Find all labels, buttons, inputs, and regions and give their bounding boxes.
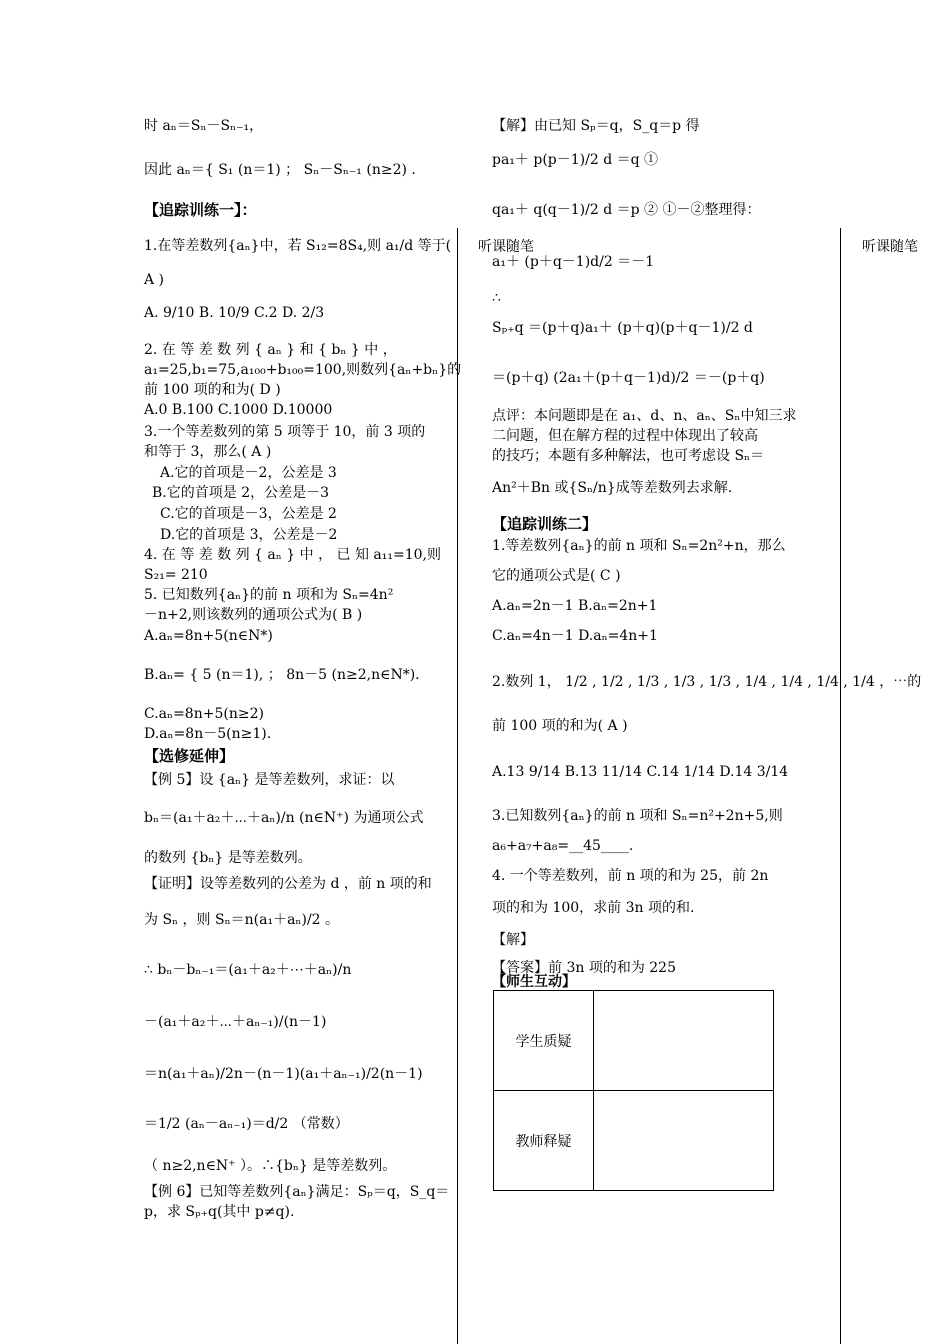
line: 【答案】前 3n 项的和为 225 [492,960,676,976]
line: －(a₁＋a₂＋⋯＋aₙ₋₁)/(n－1) [144,1014,327,1030]
line: 【证明】设等差数列的公差为 d ，前 n 项的和 [144,876,432,892]
line: a₁=25,b₁=75,a₁₀₀+b₁₀₀=100,则数列{aₙ+bₙ}的 [144,362,462,378]
line: 【解】由已知 Sₚ＝q，S_q＝p 得 [492,118,700,134]
line: 和等于 3，那么( A ) [144,444,272,460]
line: 点评：本问题即是在 a₁、d、n、aₙ、Sₙ中知三求 [492,408,797,424]
line: 5. 已知数列{aₙ}的前 n 项和为 Sₙ=4n² [144,587,394,603]
line: C.aₙ=8n+5(n≥2) [144,706,264,722]
line: ∴ bₙ－bₙ₋₁＝(a₁＋a₂＋⋯＋aₙ)/n [144,962,352,978]
line: ＝n(a₁＋aₙ)/2n－(n－1)(a₁＋aₙ₋₁)/2(n－1) [144,1066,423,1082]
line: 1.等差数列{aₙ}的前 n 项和 Sₙ=2n²+n，那么 [492,538,786,554]
line: S₂₁= 210 [144,567,208,583]
line: a₁＋ (p＋q－1)d/2 ＝－1 [492,254,655,270]
line: A.aₙ=8n+5(n∈N*) [144,628,273,644]
line: 【例 5】设 {aₙ} 是等差数列，求证：以 [144,772,395,788]
line: Sₚ₊q ＝(p＋q)a₁＋ (p＋q)(p＋q－1)/2 d [492,320,753,336]
line: 项的和为 100，求前 3n 项的和. [492,900,695,916]
section-heading: 【师生互动】 [492,974,576,990]
option-line: D.它的首项是 3，公差是－2 [160,527,338,543]
line: D.aₙ=8n－5(n≥1). [144,726,272,742]
line: qa₁＋ q(q－1)/2 d ＝p ② ①－②整理得： [492,202,761,218]
table-content-cell[interactable] [594,991,774,1091]
option-line: C.它的首项是－3，公差是 2 [160,506,337,522]
line: 4. 在 等 差 数 列 { aₙ } 中 ， 已 知 a₁₁=10,则 [144,547,441,563]
line: ＝(p＋q) (2a₁＋(p＋q－1)d)/2 ＝－(p＋q) [492,370,765,386]
line: 【例 6】已知等差数列{aₙ}满足：Sₚ＝q，S_q＝ [144,1184,450,1200]
table-content-cell[interactable] [594,1091,774,1191]
line: bₙ＝(a₁＋a₂＋⋯＋aₙ)/n (n∈N⁺) 为通项公式 [144,810,424,826]
line: pa₁＋ p(p－1)/2 d ＝q ① [492,152,659,168]
line: 为 Sₙ ，则 Sₙ＝n(a₁＋aₙ)/2 。 [144,912,340,928]
line: A.0 B.100 C.1000 D.10000 [144,402,333,418]
line: A.aₙ=2n－1 B.aₙ=2n+1 [492,598,658,614]
line: 【解】 [492,932,534,948]
line: 因此 aₙ＝{ S₁ (n＝1) ； Sₙ－Sₙ₋₁ (n≥2) . [144,162,416,178]
section-heading: 【追踪训练一】： [144,201,257,219]
line: 它的通项公式是( C ) [492,568,621,584]
side-note-middle: 听课随笔 [478,239,534,255]
line: A.13 9/14 B.13 11/14 C.14 1/14 D.14 3/14 [492,764,789,780]
table-label-cell: 教师释疑 [494,1091,594,1191]
interaction-table [493,990,774,1191]
line: 4. 一个等差数列，前 n 项的和为 25，前 2n [492,868,769,884]
line: －n+2,则该数列的通项公式为( B ) [144,607,363,623]
option-line: A.它的首项是－2，公差是 3 [160,465,337,481]
line: 前 100 项的和为( D ) [144,382,281,398]
line: A ) [144,272,165,288]
line: 时 aₙ＝Sₙ－Sₙ₋₁， [144,118,264,134]
line: 2. 在 等 差 数 列 { aₙ } 和 { bₙ } 中 ， [144,342,397,358]
line: 3.已知数列{aₙ}的前 n 项和 Sₙ=n²+2n+5,则 [492,808,783,824]
table-label-cell: 学生质疑 [494,991,594,1091]
line: 二问题，但在解方程的过程中体现出了较高 [492,428,758,444]
line: 前 100 项的和为( A ) [492,718,628,734]
line: ∴ [492,290,501,306]
section-heading: 【选修延伸】 [144,747,235,765]
line: 3.一个等差数列的第 5 项等于 10，前 3 项的 [144,424,426,440]
section-heading: 【追踪训练二】 [492,515,598,533]
line: ＝1/2 (aₙ－aₙ₋₁)＝d/2 （常数） [144,1116,349,1132]
line: A. 9/10 B. 10/9 C.2 D. 2/3 [144,305,325,321]
line: 2.数列 1， 1/2 , 1/2 , 1/3 , 1/3 , 1/3 , 1/4 , 1/4 , 1/4 , 1/4 ，⋯的 [492,674,922,690]
line: 1.在等差数列{aₙ}中，若 S₁₂=8S₄,则 a₁/d 等于( [144,238,452,254]
line: （ n≥2,n∈N⁺ ）。∴{bₙ} 是等差数列。 [144,1158,397,1174]
option-line: B.它的首项是 2，公差是－3 [152,485,330,501]
line: 的数列 {bₙ} 是等差数列。 [144,850,312,866]
column-divider-right [840,228,841,1344]
side-note-right: 听课随笔 [862,239,918,255]
line: An²＋Bn 或{Sₙ/n}成等差数列去求解. [492,480,733,496]
line: B.aₙ= { 5 (n＝1), ； 8n－5 (n≥2,n∈N*). [144,667,420,683]
line: p，求 Sₚ₊q(其中 p≠q). [144,1204,295,1220]
column-divider-left [457,228,458,1344]
line: a₆+a₇+a₈=__45____. [492,838,634,854]
line: 的技巧；本题有多种解法，也可考虑设 Sₙ＝ [492,448,765,464]
line: C.aₙ=4n－1 D.aₙ=4n+1 [492,628,658,644]
